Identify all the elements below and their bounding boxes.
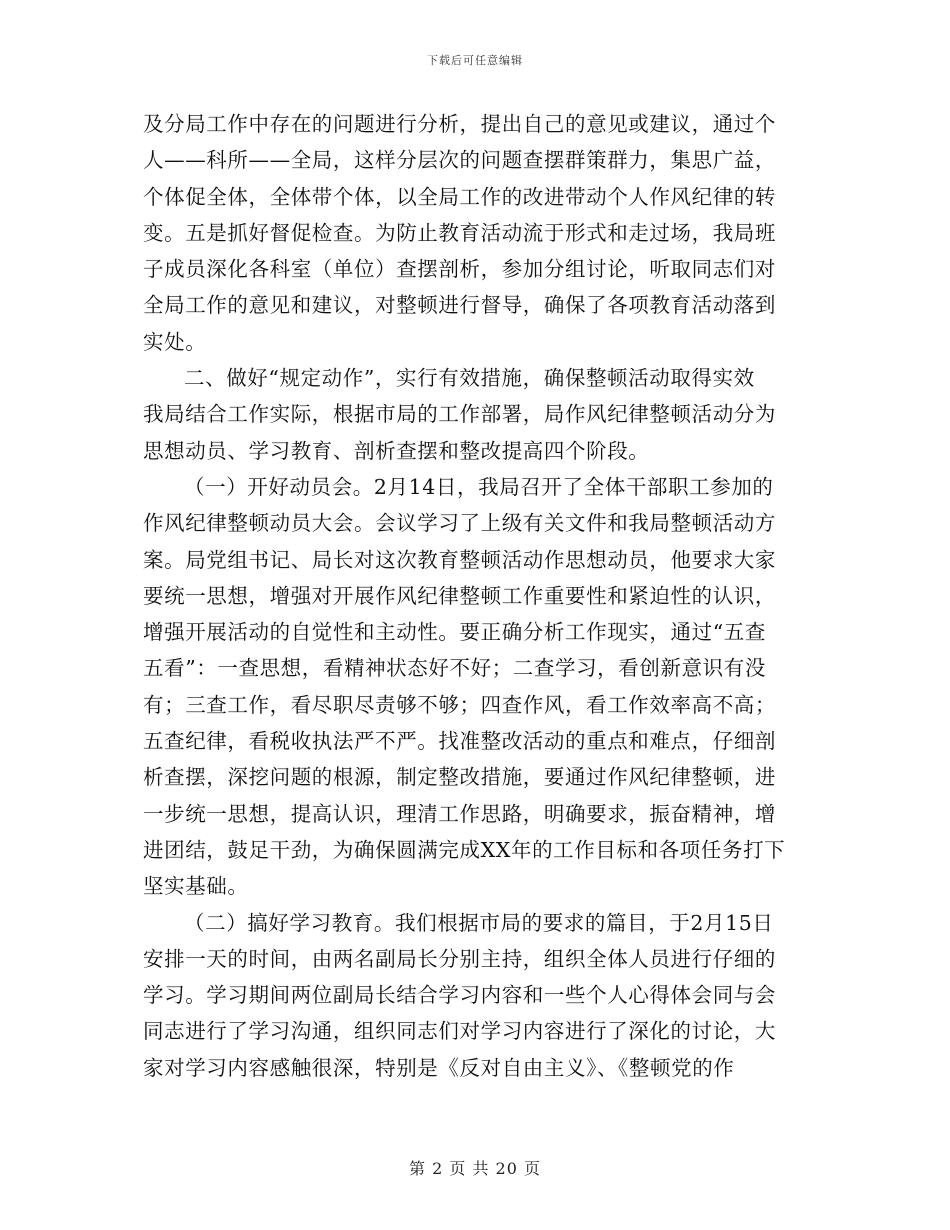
text-line: 增强开展活动的自觉性和主动性。要正确分析工作现实，通过“五查 [143, 620, 766, 645]
text-line: 子成员深化各科室（单位）查摆剖析，参加分组讨论，听取同志们对 [143, 257, 776, 282]
text-line: 析查摆，深挖问题的根源，制定整改措施，要通过作风纪律整顿，进 [143, 765, 776, 790]
text-line: 坚实基础。 [143, 874, 249, 899]
text-line: 作风纪律整顿动员大会。会议学习了上级有关文件和我局整顿活动方 [143, 511, 776, 536]
text-line: 变。五是抓好督促检查。为防止教育活动流于形式和走过场，我局班 [143, 220, 776, 245]
text-line: 安排一天的时间，由两名副局长分别主持，组织全体人员进行仔细的 [143, 946, 776, 971]
text-line: 个体促全体，全体带个体，以全局工作的改进带动个人作风纪律的转 [143, 184, 776, 209]
text-line: 一步统一思想，提高认识，理清工作思路，明确要求，振奋精神，增 [143, 801, 776, 826]
text-line: 进团结，鼓足干劲，为确保圆满完成XX年的工作目标和各项任务打下 [143, 837, 786, 862]
text-line: 我局结合工作实际，根据市局的工作部署，局作风纪律整顿活动分为 [143, 402, 776, 427]
text-line: 案。局党组书记、局长对这次教育整顿活动作思想动员，他要求大家 [143, 547, 776, 572]
text-line: （二）搞好学习教育。我们根据市局的要求的篇目，于2月15日 [184, 910, 774, 935]
text-line: 有；三查工作，看尽职尽责够不够；四查作风，看工作效率高不高； [143, 692, 776, 717]
page-header: 下载后可任意编辑 [427, 54, 523, 67]
text-line: 五查纪律，看税收执法严不严。找准整改活动的重点和难点，仔细剖 [143, 729, 776, 754]
text-line: 同志进行了学习沟通，组织同志们对学习内容进行了深化的讨论，大 [143, 1019, 776, 1044]
text-line: 学习。学习期间两位副局长结合学习内容和一些个人心得体会同与会 [143, 983, 776, 1008]
text-line: 思想动员、学习教育、剖析查摆和整改提高四个阶段。 [143, 438, 650, 463]
document-body [143, 106, 803, 1086]
text-line: 及分局工作中存在的问题进行分析，提出自己的意见或建议，通过个 [143, 112, 776, 136]
page-footer: 第 2 页 共 20 页 [409, 1159, 541, 1178]
text-line: （一）开好动员会。2月14日，我局召开了全体干部职工参加的 [184, 474, 774, 499]
text-line: 人——科所——全局，这样分层次的问题查摆群策群力，集思广益， [143, 148, 776, 173]
text-line: 要统一思想，增强对开展作风纪律整顿工作重要性和紧迫性的认识， [143, 583, 776, 608]
text-line: 实处。 [143, 329, 207, 354]
text-line: 二、做好“规定动作”，实行有效措施，确保整顿活动取得实效 [184, 366, 755, 391]
text-line: 五看”：一查思想，看精神状态好不好；二查学习，看创新意识有没 [143, 656, 766, 681]
text-line: 家对学习内容感触很深，特别是《反对自由主义》、《整顿党的作 [143, 1055, 735, 1080]
text-line: 全局工作的意见和建议，对整顿进行督导，确保了各项教育活动落到 [143, 293, 776, 318]
